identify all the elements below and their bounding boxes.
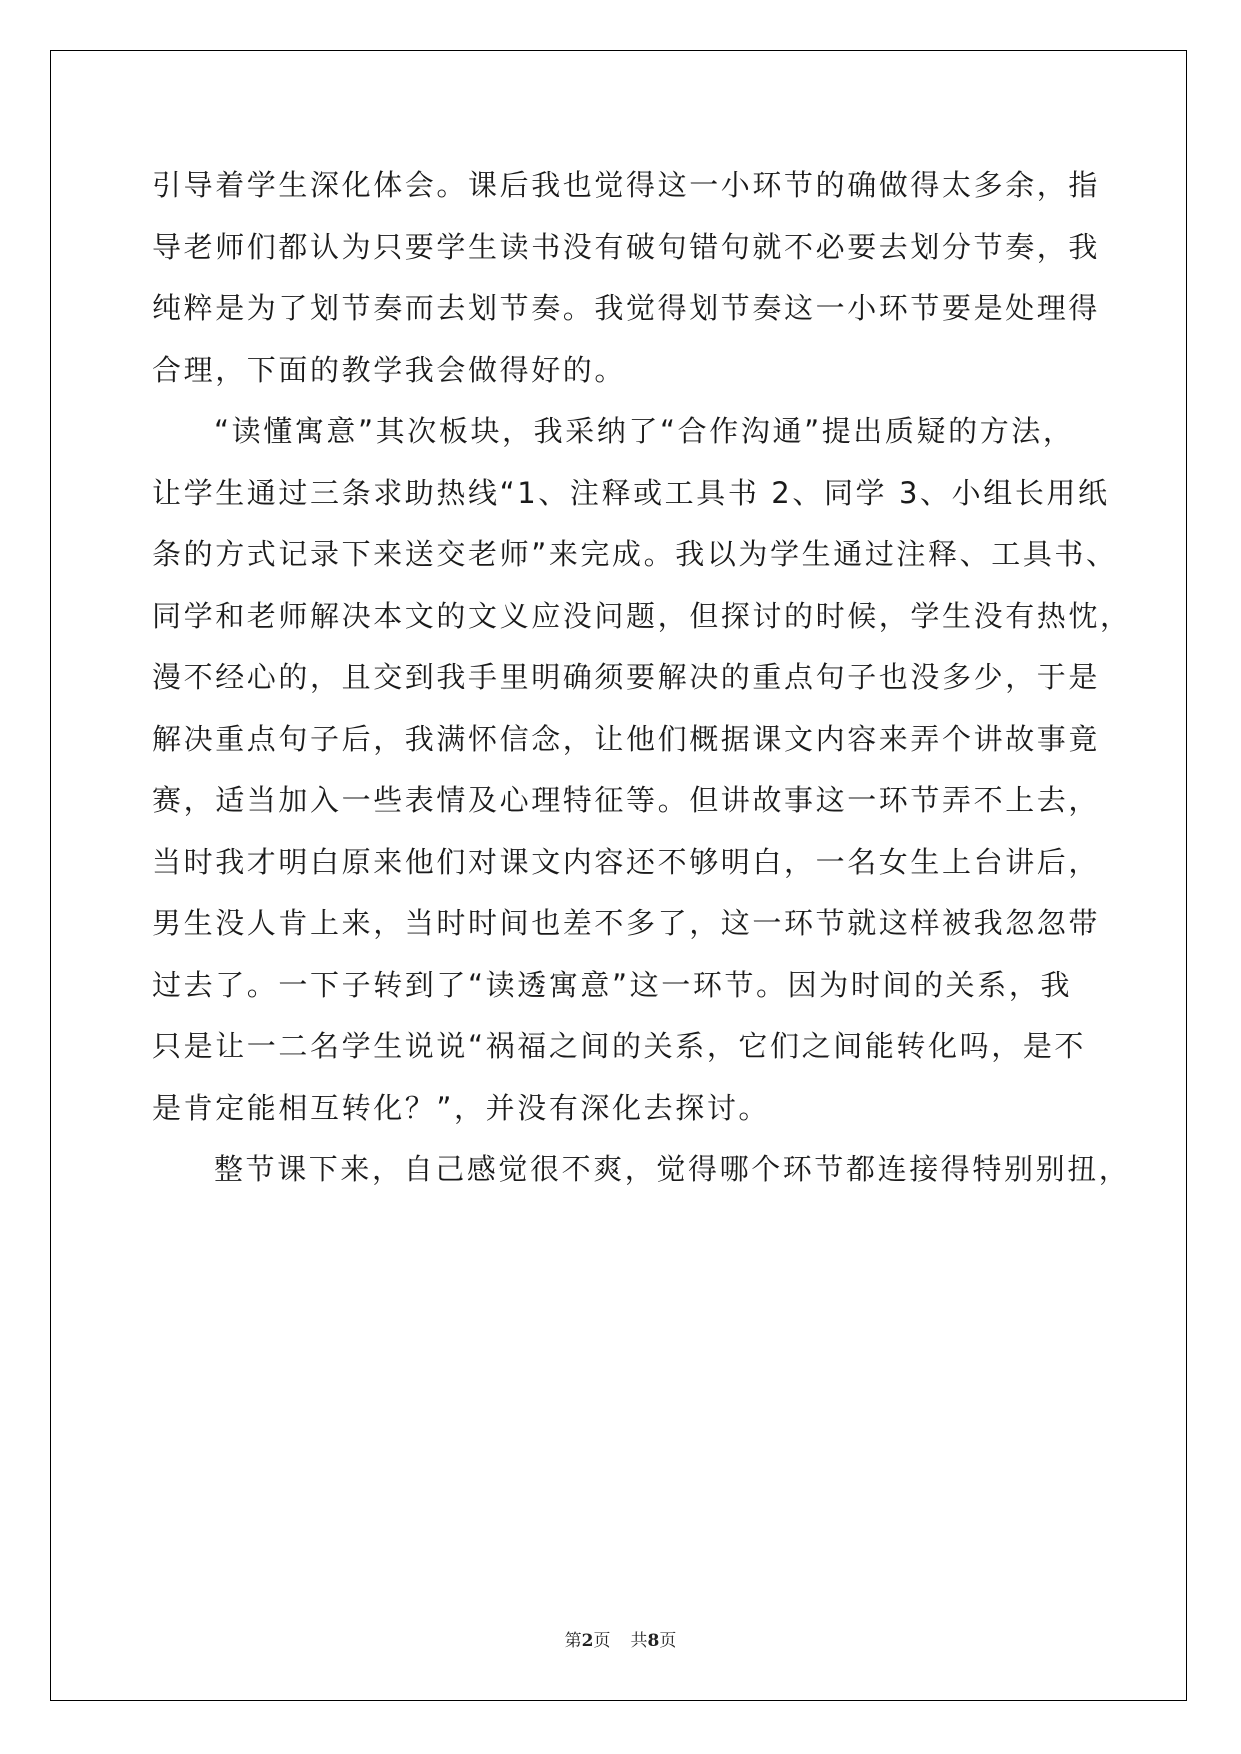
text-line: 导老师们都认为只要学生读书没有破句错句就不必要去划分节奏，我 [152,229,1101,264]
text-line: 解决重点句子后，我满怀信念，让他们概据课文内容来弄个讲故事竟 [152,721,1101,756]
text-line: 是肯定能相互转化？”，并没有深化去探讨。 [152,1090,771,1125]
text-line: 漫不经心的，且交到我手里明确须要解决的重点句子也没多少，于是 [152,660,1101,694]
page-suffix: 页 [593,1631,611,1651]
text-line: 过去了。一下子转到了“读透寓意”这一环节。因为时间的关系，我 [152,967,1073,1002]
paragraph-start-line: “读懂寓意”其次板块，我采纳了“合作沟通”提出质疑的方法， [214,414,1075,448]
text-line: 纯粹是为了划节奏而去划节奏。我觉得划节奏这一小环节要是处理得 [152,291,1101,325]
text-line: 男生没人肯上来，当时时间也差不多了，这一环节就这样被我忽忽带 [152,906,1101,940]
page-prefix: 第 [564,1631,582,1651]
text-line: 让学生通过三条求助热线“1、注释或工具书 2、同学 3、小组长用纸 [152,475,1110,510]
paragraph-start-line: 整节课下来，自己感觉很不爽，觉得哪个环节都连接得特别别扭， [214,1152,1131,1186]
total-pages: 8 [647,1631,660,1651]
text-line: 引导着学生深化体会。课后我也觉得这一小环节的确做得太多余，指 [152,168,1101,202]
total-prefix: 共 [630,1631,648,1651]
text-line: 赛，适当加入一些表情及心理特征等。但讲故事这一环节弄不上去， [152,783,1101,817]
page-number: 2 [581,1631,594,1651]
text-line: 同学和老师解决本文的文义应没问题，但探讨的时候，学生没有热忱， [152,598,1132,633]
page-footer [0,1626,1241,1651]
text-line: 合理，下面的教学我会做得好的。 [152,352,627,387]
text-line: 只是让一二名学生说说“祸福之间的关系，它们之间能转化吗，是不 [152,1029,1087,1063]
total-suffix: 页 [659,1631,677,1651]
text-line: 当时我才明白原来他们对课文内容还不够明白，一名女生上台讲后， [152,844,1101,879]
text-line: 条的方式记录下来送交老师”来完成。我以为学生通过注释、工具书、 [152,537,1118,571]
document-body [152,155,1132,1201]
